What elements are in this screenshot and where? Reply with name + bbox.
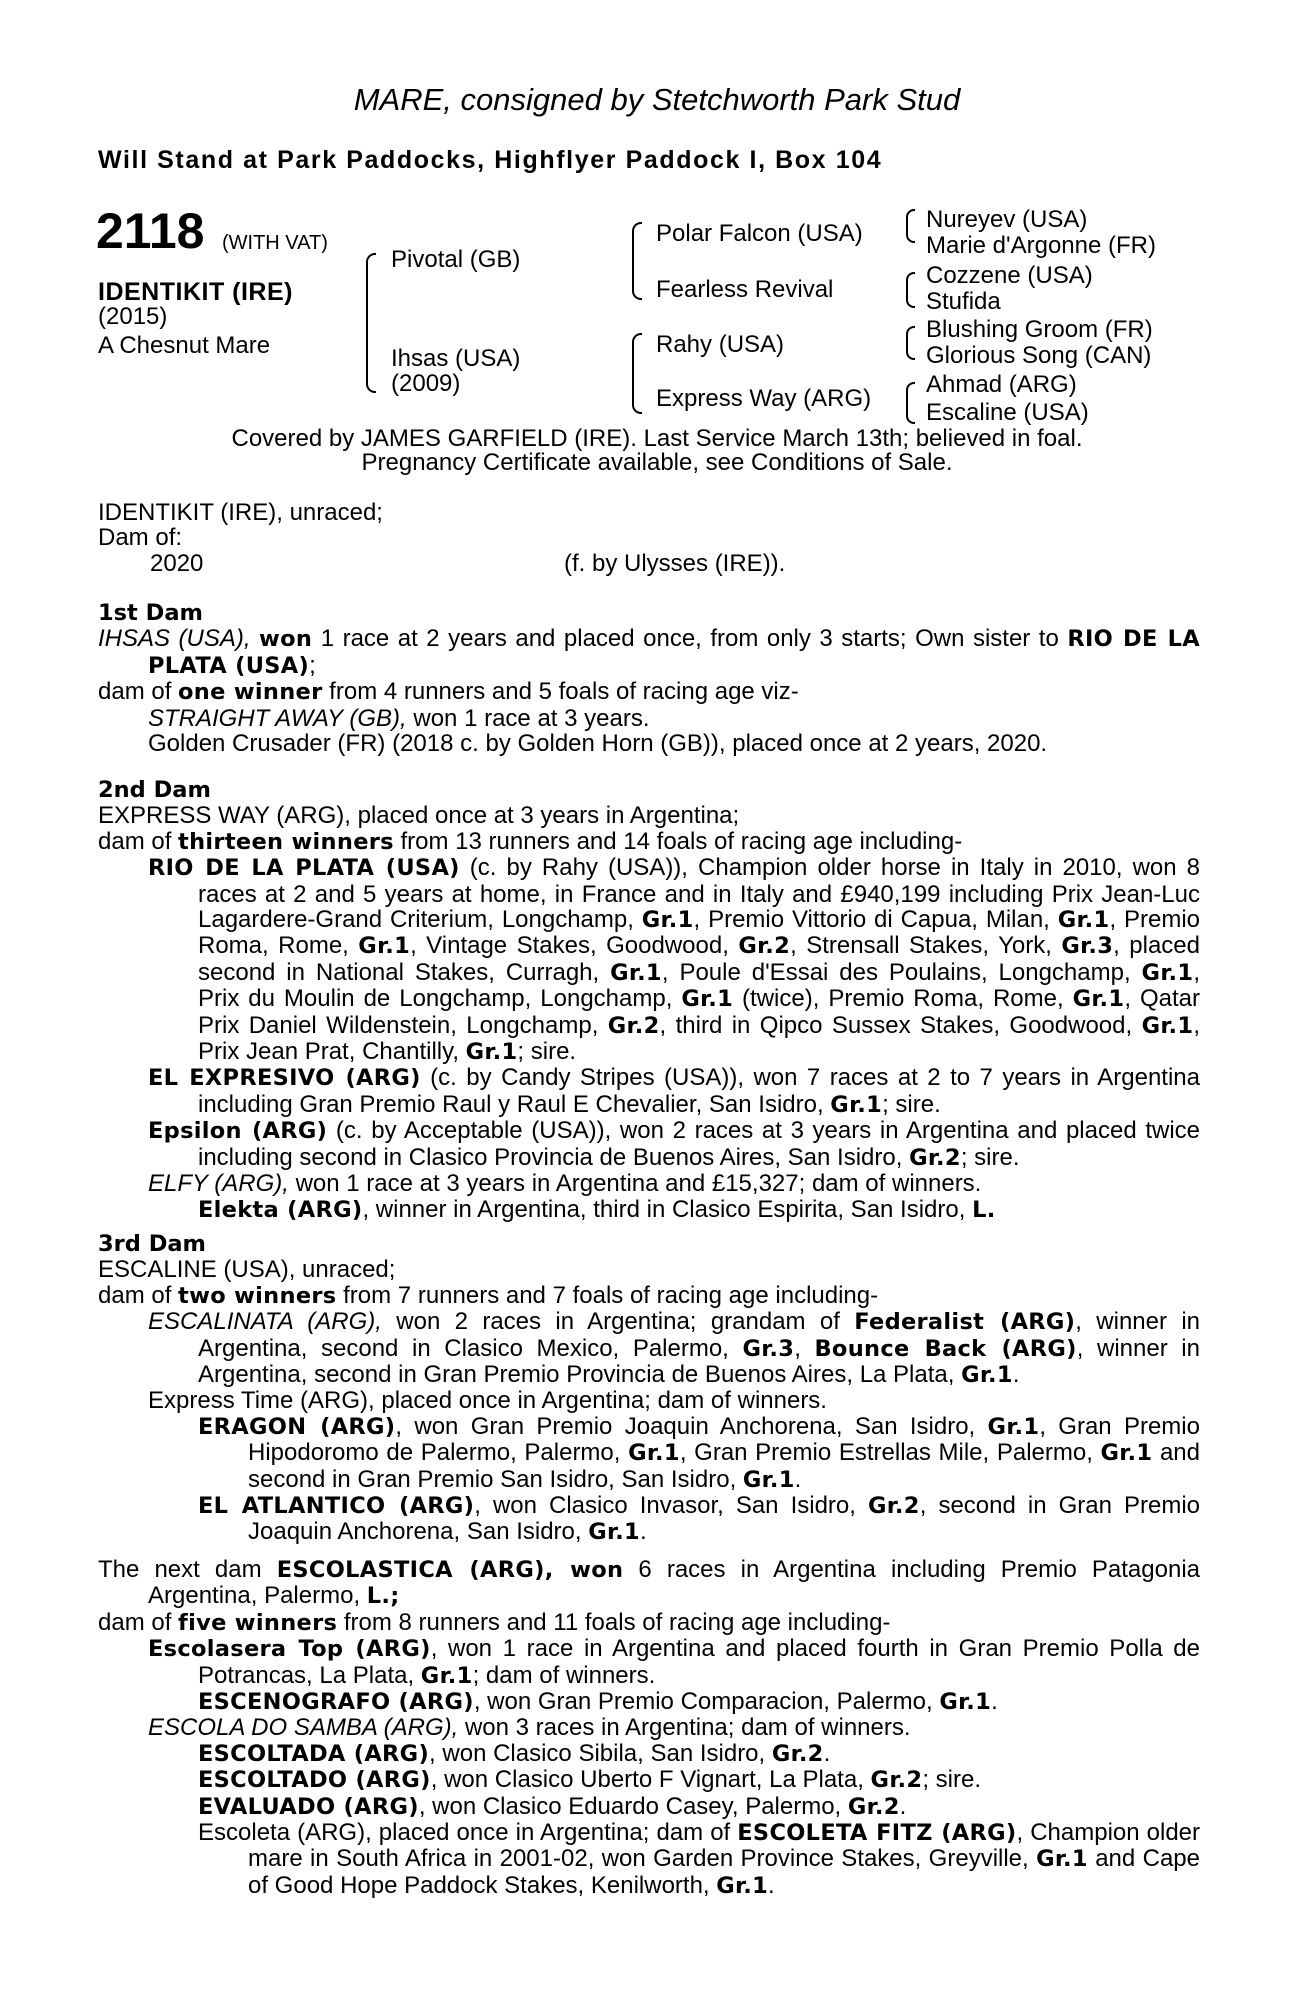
third-dam-express-time: Express Time (ARG), placed once in Argentina; dam of winners.: [148, 1387, 827, 1415]
vat-note: (WITH VAT): [222, 232, 328, 254]
next-dam-escenografo: ESCENOGRAFO (ARG), won Gran Premio Comparacion, Palermo, Gr.1.: [198, 1688, 998, 1716]
third-dam-line-1: ESCALINE (USA), unraced;: [98, 1256, 396, 1284]
next-dam-line-2: dam of five winners from 8 runners and 11 foals of racing age including-: [98, 1608, 891, 1636]
produce-line-1: IDENTIKIT (IRE), unraced;: [98, 499, 383, 526]
sire-parents-bracket: [632, 222, 642, 300]
produce-record: [98, 500, 1200, 577]
first-dam-para-3: STRAIGHT AWAY (GB), won 1 race at 3 years.: [148, 704, 650, 732]
horse-name: IDENTIKIT (IRE): [98, 278, 293, 306]
pedigree-dam-sire: Rahy (USA): [656, 331, 785, 358]
next-dam-escolasera-top: Escolasera Top (ARG), won 1 race in Argentina and placed fourth in Gran Premio Polla de Potrancas, La Plata, Gr.1; dam of winners.: [148, 1635, 1201, 1689]
second-dam-elfy: ELFY (ARG), won 1 race at 3 years in Argentina and £15,327; dam of winners.: [148, 1170, 982, 1198]
pedigree-g6: Glorious Song (CAN): [926, 342, 1152, 369]
second-dam-section: [98, 778, 1200, 1223]
sire-dam-bracket: [366, 253, 376, 393]
third-dam-eragon: ERAGON (ARG), won Gran Premio Joaquin Anchorena, San Isidro, Gr.1, Gran Premio Hipodoromo de Palermo, Palermo, Gr.1, Gran Premio Estrellas Mile, Palermo, Gr.1 and second in Gran Premio San Isidro, San Isidro, Gr.1.: [198, 1412, 1200, 1493]
pedigree-sire-dam: Fearless Revival: [656, 276, 834, 303]
pedigree-g5: Blushing Groom (FR): [926, 316, 1153, 343]
first-dam-para-1: IHSAS (USA), won 1 race at 2 years and placed once, from only 3 starts; Own sister to RIO DE LA PLATA (USA);: [98, 625, 1200, 679]
pedigree-g2: Marie d'Argonne (FR): [926, 232, 1156, 259]
stand-location-line: Will Stand at Park Paddocks, Highflyer Paddock I, Box 104: [98, 146, 883, 174]
second-dam-heading: 2nd Dam: [98, 777, 211, 803]
covered-line-2: Pregnancy Certificate available, see Conditions of Sale.: [361, 449, 953, 476]
first-dam-section: [98, 601, 1200, 756]
second-dam-line-2: dam of thirteen winners from 13 runners and 14 foals of racing age including-: [98, 827, 963, 855]
second-dam-line-1: EXPRESS WAY (ARG), placed once at 3 years in Argentina;: [98, 802, 740, 830]
pedigree-dam-dam: Express Way (ARG): [656, 385, 872, 412]
third-dam-el-atlantico: EL ATLANTICO (ARG), won Clasico Invasor, San Isidro, Gr.2, second in Gran Premio Joaquin Anchorena, San Isidro, Gr.1.: [198, 1492, 1200, 1546]
foaling-year: (2015): [98, 303, 168, 330]
second-dam-el-expresivo: EL EXPRESIVO (ARG) (c. by Candy Stripes (USA)), won 7 races at 2 to 7 years in Argentina including Gran Premio Raul y Raul E Chevalier, San Isidro, Gr.1; sire.: [148, 1064, 1201, 1118]
g-bracket-3: [906, 326, 915, 360]
third-dam-heading: 3rd Dam: [98, 1231, 206, 1257]
produce-line-2: Dam of:: [98, 524, 183, 552]
pedigree-g7: Ahmad (ARG): [926, 371, 1077, 398]
produce-foal: (f. by Ulysses (IRE)).: [564, 549, 786, 577]
first-dam-para-4: Golden Crusader (FR) (2018 c. by Golden Horn (GB)), placed once at 2 years, 2020.: [148, 730, 1048, 758]
first-dam-heading: 1st Dam: [98, 600, 203, 626]
third-dam-section: [98, 1232, 1200, 1546]
g-bracket-4: [906, 382, 915, 424]
pedigree-g3: Cozzene (USA): [926, 262, 1093, 289]
pedigree-g8: Escaline (USA): [926, 399, 1089, 426]
pedigree-g1: Nureyev (USA): [926, 206, 1088, 233]
g-bracket-2: [906, 272, 915, 308]
next-dam-escoleta: Escoleta (ARG), placed once in Argentina; dam of ESCOLETA FITZ (ARG), Champion older mare in South Africa in 2001-02, won Garden Province Stakes, Greyville, Gr.1 and Cape of Good Hope Paddock Stakes, Kenilworth, Gr.1.: [198, 1819, 1201, 1899]
third-dam-line-2: dam of two winners from 7 runners and 7 foals of racing age including-: [98, 1281, 879, 1309]
produce-row: [98, 551, 1200, 577]
next-dam-section: [98, 1557, 1200, 1899]
horse-description: A Chesnut Mare: [98, 332, 271, 359]
lot-number: 2118: [96, 203, 205, 259]
third-dam-escalinata: ESCALINATA (ARG), won 2 races in Argentina; grandam of Federalist (ARG), winner in Argentina, second in Clasico Mexico, Palermo, Gr.3, Bounce Back (ARG), winner in Argentina, second in Gran Premio Provincia de Buenos Aires, La Plata, Gr.1.: [148, 1308, 1201, 1389]
second-dam-epsilon: Epsilon (ARG) (c. by Acceptable (USA)), won 2 races at 3 years in Argentina and placed twice including second in Clasico Provincia de Buenos Aires, San Isidro, Gr.2; sire.: [148, 1117, 1201, 1171]
second-dam-elekta: Elekta (ARG), winner in Argentina, third in Clasico Espirita, San Isidro, L.: [198, 1195, 996, 1223]
pedigree-g4: Stufida: [926, 288, 1001, 315]
dam-parents-bracket: [632, 333, 642, 414]
second-dam-rio-de-la-plata: RIO DE LA PLATA (USA) (c. by Rahy (USA)), Champion older horse in Italy in 2010, won 8 races at 2 and 5 years at home, in France and in Italy and £940,199 including Prix Jean-Luc Lagardere-Grand Criterium, Longchamp, Gr.1, Premio Vittorio di Capua, Milan, Gr.1, Premio Roma, Rome, Gr.1, Vintage Stakes, Goodwood, Gr.2, Strensall Stakes, York, Gr.3, placed second in National Stakes, Curragh, Gr.1, Poule d'Essai des Poulains, Longchamp, Gr.1, Prix du Moulin de Longchamp, Longchamp, Gr.1 (twice), Premio Roma, Rome, Gr.1, Qatar Prix Daniel Wildenstein, Longchamp, Gr.2, third in Qipco Sussex Stakes, Goodwood, Gr.1, Prix Jean Prat, Chantilly, Gr.1; sire.: [148, 854, 1201, 1066]
next-dam-intro: The next dam ESCOLASTICA (ARG), won 6 races in Argentina including Premio Patagonia Argentina, Palermo, L.;: [98, 1556, 1200, 1610]
g-bracket-1: [906, 209, 915, 243]
pedigree-sire-sire: Polar Falcon (USA): [656, 220, 863, 247]
next-dam-escola-do-samba: ESCOLA DO SAMBA (ARG), won 3 races in Argentina; dam of winners.: [148, 1714, 911, 1742]
consignor-line: MARE, consigned by Stetchworth Park Stud: [353, 82, 961, 117]
produce-year: 2020: [150, 549, 204, 577]
next-dam-escoltado: ESCOLTADO (ARG), won Clasico Uberto F Vignart, La Plata, Gr.2; sire.: [198, 1766, 981, 1794]
covered-line-1: Covered by JAMES GARFIELD (IRE). Last Service March 13th; believed in foal.: [231, 425, 1083, 452]
first-dam-para-2: dam of one winner from 4 runners and 5 foals of racing age viz-: [98, 678, 799, 706]
next-dam-escoltada: ESCOLTADA (ARG), won Clasico Sibila, San Isidro, Gr.2.: [198, 1739, 831, 1767]
pedigree-sire: Pivotal (GB): [391, 246, 521, 273]
covered-note: [0, 427, 1314, 475]
pedigree-dam: Ihsas (USA): [391, 345, 521, 372]
pedigree-dam-year: (2009): [391, 370, 461, 397]
next-dam-evaluado: EVALUADO (ARG), won Clasico Eduardo Casey, Palermo, Gr.2.: [198, 1792, 907, 1820]
